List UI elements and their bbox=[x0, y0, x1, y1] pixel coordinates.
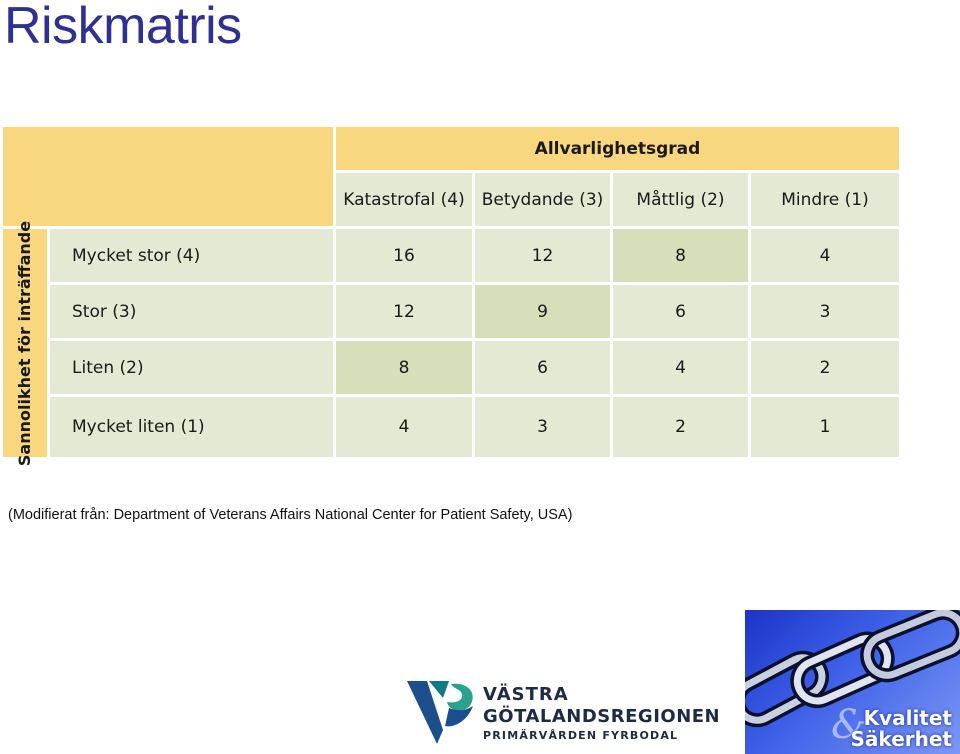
page-title: Riskmatris bbox=[4, 0, 242, 55]
risk-value-cell: 12 bbox=[475, 229, 610, 282]
severity-header: Allvarlighetsgrad bbox=[336, 127, 899, 170]
vgr-emblem-icon bbox=[405, 678, 481, 748]
logo-line: VÄSTRA bbox=[483, 684, 569, 705]
risk-value-cell: 6 bbox=[613, 285, 748, 338]
logo-line: GÖTALANDSREGIONEN bbox=[483, 706, 721, 727]
risk-matrix bbox=[3, 127, 899, 466]
logo-line: PRIMÄRVÅRDEN FYRBODAL bbox=[483, 729, 679, 742]
risk-value-cell: 2 bbox=[613, 397, 748, 457]
severity-level: Betydande (3) bbox=[475, 173, 610, 226]
severity-level: Måttlig (2) bbox=[613, 173, 748, 226]
risk-value-cell: 3 bbox=[751, 285, 899, 338]
risk-value-cell: 16 bbox=[336, 229, 472, 282]
probability-level: Mycket liten (1) bbox=[50, 397, 333, 457]
risk-value-cell: 9 bbox=[475, 285, 610, 338]
vgr-logo bbox=[405, 678, 735, 748]
probability-level: Stor (3) bbox=[50, 285, 333, 338]
probability-header-text: Sannolikhet för inträffande bbox=[15, 220, 35, 466]
risk-value-cell: 8 bbox=[336, 341, 472, 394]
badge-ampersand: & bbox=[831, 702, 867, 748]
probability-level: Mycket stor (4) bbox=[50, 229, 333, 282]
matrix-corner bbox=[3, 127, 333, 226]
risk-value-cell: 8 bbox=[613, 229, 748, 282]
risk-value-cell: 4 bbox=[613, 341, 748, 394]
severity-level: Mindre (1) bbox=[751, 173, 899, 226]
probability-level: Liten (2) bbox=[50, 341, 333, 394]
quality-safety-badge bbox=[745, 610, 960, 754]
badge-line: Kvalitet bbox=[863, 706, 952, 730]
risk-value-cell: 3 bbox=[475, 397, 610, 457]
risk-value-cell: 2 bbox=[751, 341, 899, 394]
severity-level: Katastrofal (4) bbox=[336, 173, 472, 226]
probability-header bbox=[3, 220, 47, 466]
risk-value-cell: 6 bbox=[475, 341, 610, 394]
risk-value-cell: 12 bbox=[336, 285, 472, 338]
source-footnote: (Modifierat från: Department of Veterans Affairs National Center for Patient Safety, USA) bbox=[8, 507, 573, 523]
badge-line: Säkerhet bbox=[850, 727, 952, 751]
risk-value-cell: 4 bbox=[336, 397, 472, 457]
risk-value-cell: 1 bbox=[751, 397, 899, 457]
risk-value-cell: 4 bbox=[751, 229, 899, 282]
